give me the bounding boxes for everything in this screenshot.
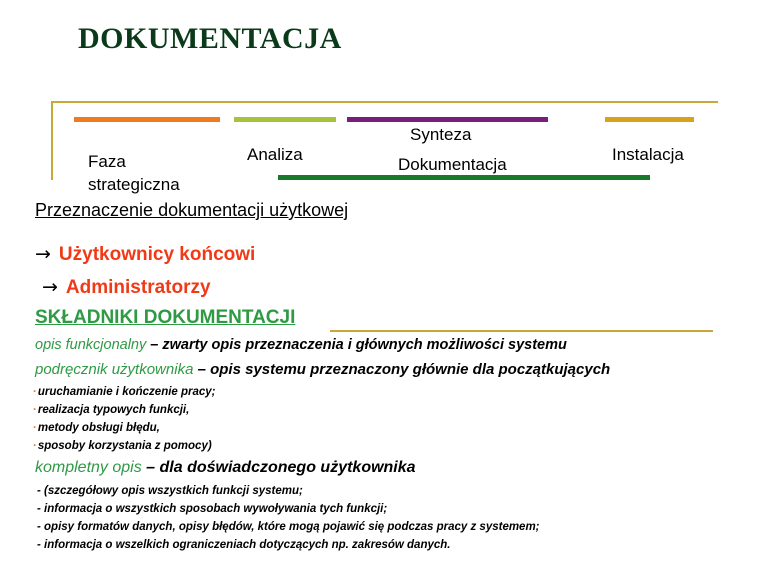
arrow-item-label: Użytkownicy końcowi bbox=[58, 244, 256, 265]
term-label: podręcznik użytkownika bbox=[35, 361, 194, 378]
list-item: - opisy formatów danych, opisy błędów, które mogą pojawić się podczas pracy z systemem; bbox=[37, 521, 540, 533]
phase-bar-synteza bbox=[347, 117, 548, 122]
arrow-icon: → bbox=[42, 276, 58, 298]
list-item-text: realizacja typowych funkcji, bbox=[37, 404, 190, 416]
components-heading: SKŁADNIKI DOKUMENTACJI bbox=[35, 307, 296, 328]
term-definition: – dla doświadczonego użytkownika bbox=[141, 459, 416, 476]
page-title: DOKUMENTACJA bbox=[78, 22, 342, 55]
phase-bar-analiza bbox=[234, 117, 336, 122]
bullet-icon: · bbox=[33, 386, 37, 398]
list-item: - informacja o wszelkich ograniczeniach dotyczących np. zakresów danych. bbox=[37, 539, 451, 551]
phase-bar-dokumentacja bbox=[278, 175, 650, 180]
phase-label-faza: Faza strategiczna bbox=[88, 152, 180, 194]
phase-label-synteza: Synteza bbox=[410, 125, 472, 144]
bullet-icon: · bbox=[33, 404, 37, 416]
phase-bar-instalacja bbox=[605, 117, 694, 122]
phase-label-dokumentacja: Dokumentacja bbox=[398, 155, 507, 174]
list-item: - informacja o wszystkich sposobach wywoływania tych funkcji; bbox=[37, 503, 388, 515]
arrow-item-users bbox=[35, 243, 255, 266]
bullet-icon: · bbox=[33, 422, 37, 434]
bullet-icon: · bbox=[33, 440, 37, 452]
phase-label-analiza: Analiza bbox=[247, 145, 303, 164]
arrow-item-label: Administratorzy bbox=[65, 277, 211, 298]
list-item bbox=[33, 422, 160, 434]
term-definition: – zwarty opis przeznaczenia i głównych możliwości systemu bbox=[146, 337, 567, 353]
list-item-text: metody obsługi błędu, bbox=[37, 422, 160, 434]
arrow-icon: → bbox=[35, 243, 51, 265]
functional-description-line bbox=[35, 337, 567, 353]
phase-label-instalacja: Instalacja bbox=[612, 145, 684, 164]
frame-top-line bbox=[51, 101, 718, 103]
list-item bbox=[33, 440, 212, 452]
list-item-text: sposoby korzystania z pomocy) bbox=[37, 440, 212, 452]
complete-description-line bbox=[35, 459, 416, 477]
heading-rule bbox=[330, 330, 713, 332]
list-item bbox=[33, 404, 189, 416]
term-label: opis funkcjonalny bbox=[35, 337, 147, 353]
term-definition: – opis systemu przeznaczony głównie dla początkujących bbox=[193, 361, 611, 378]
section-subheading: Przeznaczenie dokumentacji użytkowej bbox=[35, 200, 349, 220]
list-item bbox=[33, 386, 216, 398]
list-item-text: uruchamianie i kończenie pracy; bbox=[37, 386, 216, 398]
list-item: - (szczegółowy opis wszystkich funkcji systemu; bbox=[37, 485, 303, 497]
user-manual-line bbox=[35, 361, 610, 378]
arrow-item-admins bbox=[42, 276, 211, 299]
frame-left-line bbox=[51, 101, 53, 180]
term-label: kompletny opis bbox=[35, 459, 142, 476]
phase-bar-faza bbox=[74, 117, 220, 122]
